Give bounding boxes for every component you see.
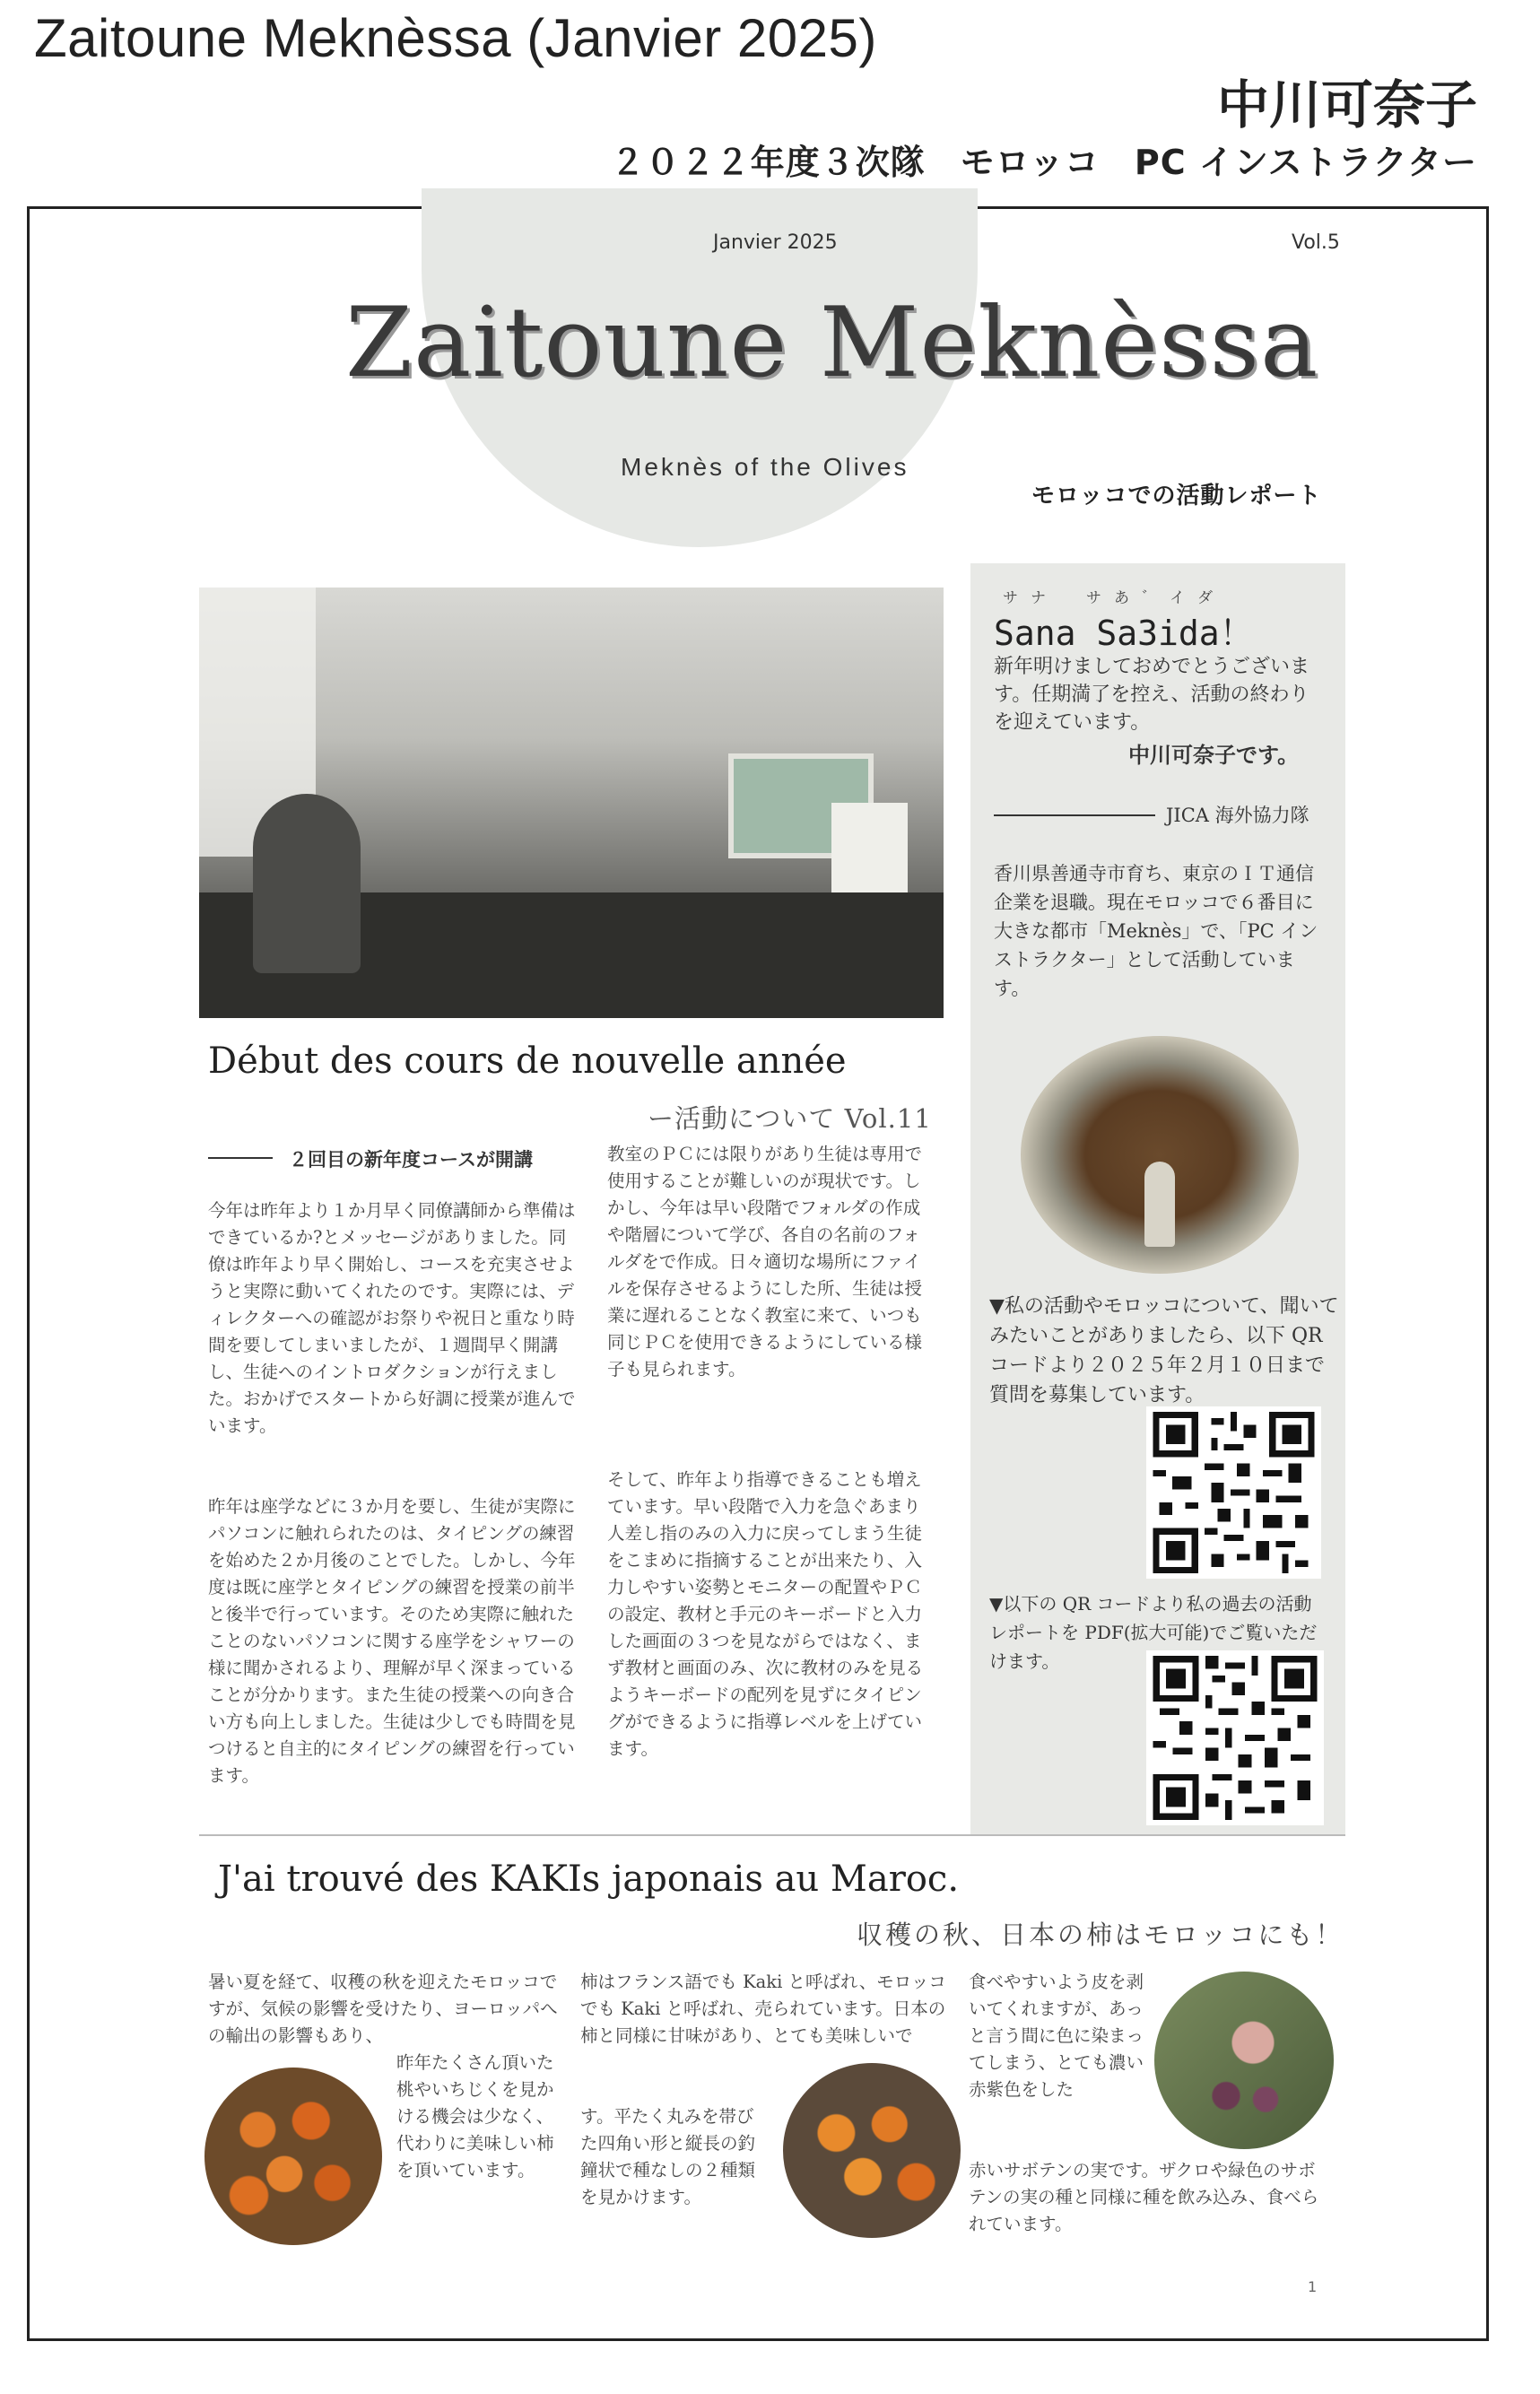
portrait-photo — [1021, 1036, 1299, 1274]
org-divider — [994, 814, 1155, 816]
article2-col1-text: 暑い夏を経て、収穫の秋を迎えたモロッコですが、気候の影響を受けたり、ヨーロッパへの輸出の影響もあり、 — [208, 1972, 558, 2046]
article2-col3-text-cont: 赤いサボテンの実です。ザクロや緑色のサボテンの実の種と同様に種を飲み込み、食べられています。 — [969, 2160, 1319, 2234]
column-heading: ２回目の新年度コースが開講 — [289, 1149, 533, 1171]
question-qr-code[interactable] — [1146, 1406, 1321, 1579]
article2-subtitle: 収穫の秋、日本の柿はモロッコにも！ — [857, 1920, 1344, 1950]
persimmon-photo-1 — [204, 2068, 382, 2245]
greeting-name: 中川可奈子です。 — [1128, 743, 1300, 768]
report-qr-text: ▼以下の QR コードより私の過去の活動レポートを PDF(拡大可能)でご覧いただけます。 — [989, 1593, 1318, 1672]
article2-col2-text: 柿はフランス語でも Kaki と呼ばれ、モロッコでも Kaki と呼ばれ、売られています。日本の柿と同様に甘味があり、とても美味しいで — [580, 1972, 946, 2046]
profile-text: 香川県善通寺市育ち、東京のＩＴ通信企業を退職。現在モロッコで６番目に大きな都市「Meknès」で、「PC インストラクター」として活動しています。 — [994, 863, 1318, 999]
newsletter-title: Zaitoune Meknèssa — [345, 287, 1319, 399]
article1-paragraph-4: そして、昨年より指導できることも増えています。早い段階で入力を急ぐあまり人差し指のみの入力に戻ってしまう生徒をこまめに指摘することが出来たり、入力しやすい姿勢とモニターの配置やＰＣの設定、教材と手元のキーボードと入力した画面の３つを見ながらではなく、まず教材と画面のみ、次に教材のみを見るようキーボードの配列を見ずにタイピングができるように指導レベルを上げています。 — [607, 1469, 924, 1759]
question-qr-text: ▼私の活動やモロッコについて、聞いてみたいことがありましたら、以下 QR コードより２０２５年２月１０日まで質問を募集しています。 — [989, 1295, 1339, 1406]
article2-col3-text: 食べやすいよう皮を剥いてくれますが、あっと言う間に色に染まってしまう、とても濃い赤紫色をした — [969, 1972, 1144, 2100]
article2-col1-text-cont: 昨年たくさん頂いた桃やいちじくを見かける機会は少なく、代わりに美味しい柿を頂いています。 — [396, 2052, 554, 2181]
article2-col2-text-cont: す。平たく丸みを帯びた四角い形と縦長の釣鐘状で種なしの２種類を見かけます。 — [580, 2106, 756, 2207]
author-name: 中川可奈子 — [1216, 74, 1477, 135]
newsletter-volume: Vol.5 — [1292, 231, 1340, 254]
greeting-text: 新年明けましておめでとうございます。任期満了を控え、活動の終わりを迎えています。 — [994, 656, 1310, 734]
newsletter-date: Janvier 2025 — [713, 231, 838, 254]
document-title: Zaitoune Meknèssa (Janvier 2025) — [34, 8, 877, 68]
newsletter-subtitle: Meknès of the Olives — [621, 453, 909, 481]
article1-paragraph-3: 教室のＰＣには限りがあり生徒は専用で使用することが難しいのが現状です。しかし、今年は早い段階でフォルダの作成や階層について学び、各自の名前のフォルダをで作成。日々適切な場所にファイルを保存させるようにした所、生徒は授業に遅れることなく教室に来て、いつも同じＰＣを使用できるようにしている様子も見られます。 — [607, 1144, 923, 1380]
org-label: JICA 海外協力隊 — [1166, 805, 1309, 826]
article1-paragraph-1: 今年は昨年より１か月早く同僚講師から準備はできているか?とメッセージがありました。同僚は昨年より早く開始し、コースを充実させようと実際に動いてくれたのです。実際には、ディレクターへの確認がお祭りや祝日と重なり時間を要してしまいましたが、１週間早く開講し、生徒へのイントロダクションが行えました。おかげでスタートから好調に授業が進んでいます。 — [208, 1200, 576, 1436]
report-label: モロッコでの活動レポート — [1031, 483, 1322, 509]
article1-paragraph-2: 昨年は座学などに３か月を要し、生徒が実際にパソコンに触れられたのは、タイピングの練習を始めた２か月後のことでした。しかし、今年度は既に座学とタイピングの練習を授業の前半と後半で行っています。そのため実際に触れたことのないパソコンに関する座学をシャワーの様に聞かされるより、理解が早く深まっていることが分かります。また生徒の授業への向き合い方も向上しました。生徒は少しでも時間を見つけると自主的にタイピングの練習を行っています。 — [208, 1496, 576, 1786]
article1-subtitle: ー活動について Vol.11 — [648, 1103, 932, 1134]
page-number: 1 — [1308, 2278, 1318, 2295]
column-heading-rule — [208, 1157, 273, 1159]
report-qr-code[interactable] — [1146, 1650, 1324, 1825]
article2-title: J'ai trouvé des KAKIs japonais au Maroc. — [218, 1859, 960, 1900]
team-label: ２０２２年度３次隊 モロッコ PC インストラクター — [610, 143, 1477, 182]
greeting-title: Sana Sa3ida！ — [994, 614, 1254, 653]
persimmon-photo-2 — [783, 2063, 961, 2238]
classroom-photo — [199, 588, 944, 1018]
article1-title: Début des cours de nouvelle année — [208, 1040, 847, 1082]
section-divider — [199, 1834, 1345, 1836]
greeting-ruby: サナ サあ゛イダ — [1003, 589, 1225, 607]
cactus-fruit-photo — [1154, 1972, 1334, 2149]
